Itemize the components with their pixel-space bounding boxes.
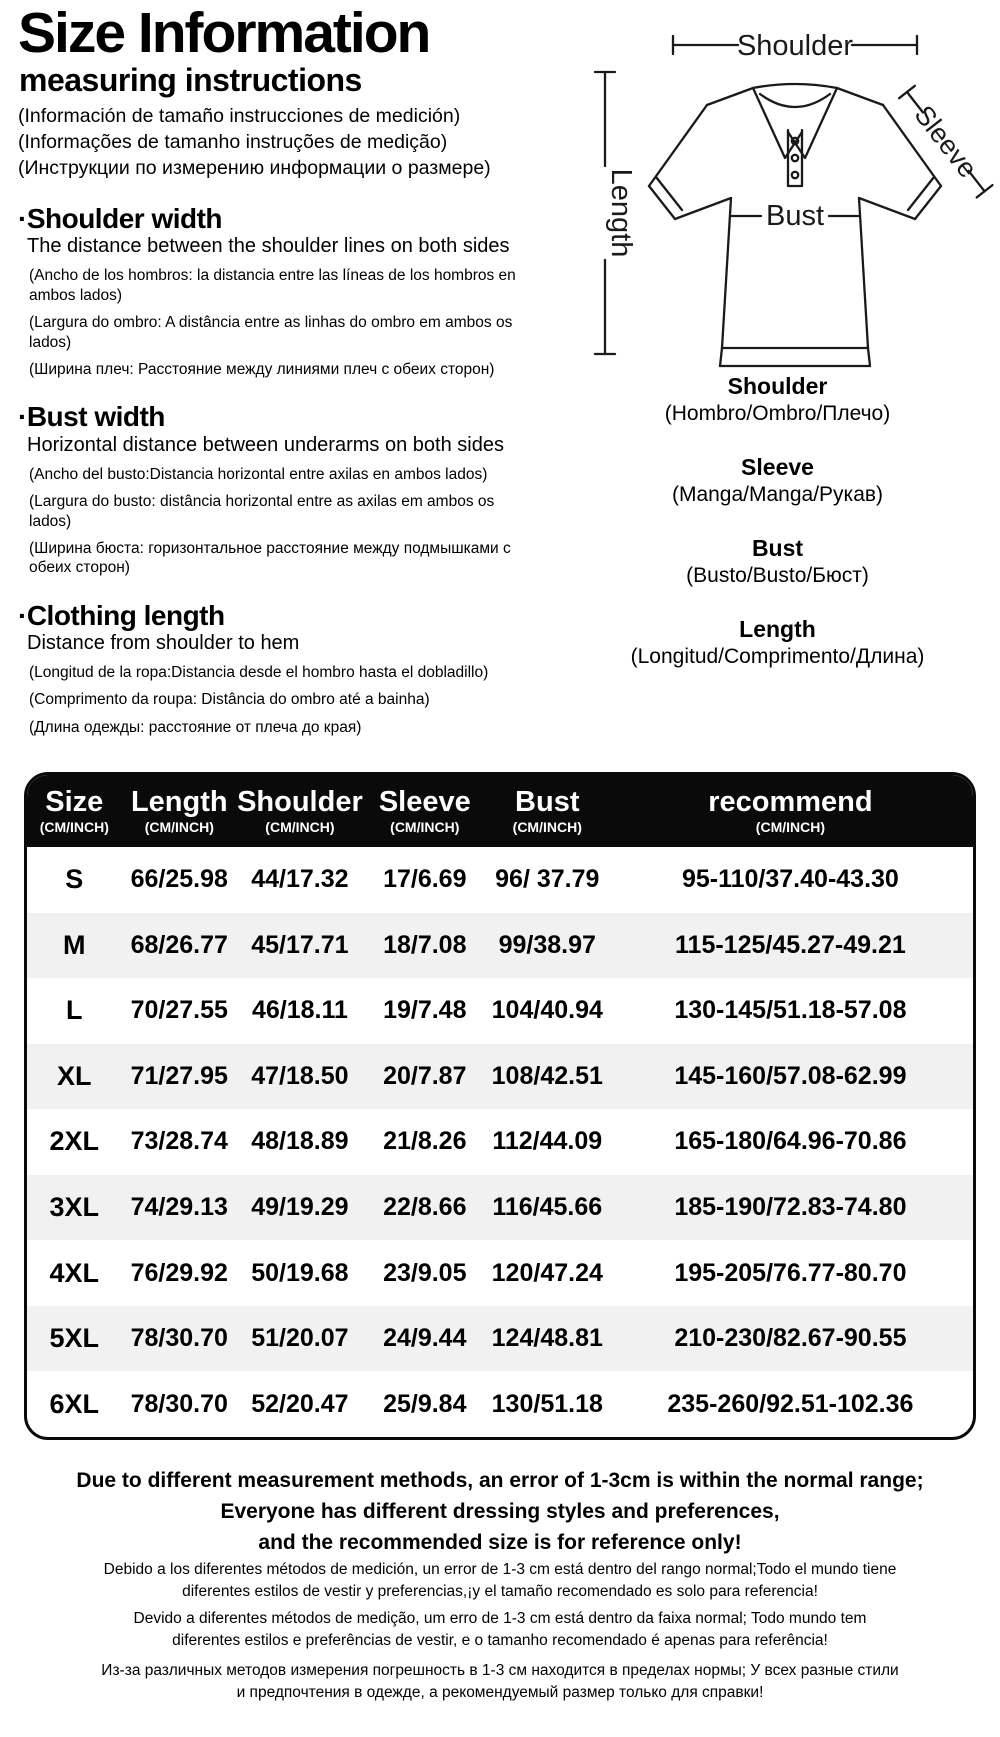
legend-item-sleeve — [555, 453, 1000, 507]
section-description: Distance from shoulder to hem — [27, 632, 300, 655]
column-unit: (CM/INCH) — [39, 819, 109, 836]
section-title: ·Shoulder width — [18, 203, 223, 235]
note-english — [30, 1466, 970, 1559]
legend-item-length — [555, 615, 1000, 669]
polo-shirt-outline — [649, 84, 941, 366]
size-table-container — [24, 772, 976, 1440]
table-cell: 44/17.32 — [251, 865, 349, 894]
table-cell: 45/17.71 — [251, 930, 349, 959]
sleeve-diagram-label: Sleeve — [908, 99, 984, 184]
table-cell: 73/28.74 — [130, 1127, 228, 1156]
table-row — [27, 1306, 973, 1372]
intro-section — [18, 1, 555, 737]
note-line: diferentes estilos e preferências de vestir, e o tamanho recomendado é apenas para referência! — [172, 1632, 828, 1649]
column-header-recommend — [608, 775, 973, 847]
subtitle-translations — [18, 103, 555, 181]
table-cell: 68/26.77 — [130, 930, 228, 959]
length-measure-marker — [595, 72, 637, 354]
table-cell: 50/19.68 — [251, 1258, 349, 1287]
legend-translations: (Busto/Busto/Бюст) — [686, 563, 869, 587]
table-cell: L — [66, 995, 83, 1026]
table-cell: 99/38.97 — [498, 930, 596, 959]
measurement-legend — [555, 372, 1000, 696]
section-title: ·Bust width — [18, 401, 165, 433]
table-cell: 145-160/57.08-62.99 — [674, 1061, 907, 1090]
note-line: Due to different measurement methods, an error of 1-3cm is within the normal range; — [76, 1469, 924, 1492]
legend-term: Shoulder — [727, 373, 828, 399]
table-cell: 46/18.11 — [251, 996, 348, 1025]
table-cell: 96/ 37.79 — [495, 865, 600, 894]
legend-translations: (Longitud/Comprimento/Длина) — [630, 644, 925, 668]
legend-translations: (Manga/Manga/Рукав) — [671, 482, 884, 506]
column-label: Length — [130, 786, 228, 819]
legend-term: Bust — [751, 534, 804, 561]
length-diagram-label: Length — [605, 168, 637, 258]
table-cell: 130/51.18 — [491, 1389, 603, 1418]
legend-translations: (Hombro/Ombro/Плечо) — [664, 401, 891, 425]
section-title: ·Clothing length — [18, 599, 225, 631]
table-cell: 5XL — [49, 1323, 100, 1354]
subtitle-translation-ru: (Инструкции по измерению информации о размере) — [18, 156, 491, 179]
column-header-length — [122, 775, 237, 847]
table-cell: 115-125/45.27-49.21 — [675, 930, 906, 959]
measurement-diagram — [555, 8, 1000, 668]
table-cell: 2XL — [49, 1126, 100, 1157]
table-cell: 3XL — [49, 1192, 100, 1222]
column-header-bust — [487, 775, 608, 847]
table-cell: 104/40.94 — [491, 996, 603, 1025]
table-cell: 21/8.26 — [383, 1127, 467, 1156]
table-row — [27, 978, 973, 1044]
note-russian — [30, 1660, 970, 1704]
table-cell: 165-180/64.96-70.86 — [674, 1127, 907, 1156]
table-cell: 25/9.84 — [383, 1389, 467, 1418]
section-description: The distance between the shoulder lines on both sides — [27, 235, 510, 258]
column-unit: (CM/INCH) — [265, 819, 335, 836]
table-cell: 66/25.98 — [130, 865, 228, 894]
table-cell: 95-110/37.40-43.30 — [681, 865, 899, 894]
table-cell: 6XL — [49, 1388, 100, 1419]
table-cell: 195-205/76.77-80.70 — [674, 1258, 907, 1287]
table-cell: 108/42.51 — [491, 1061, 603, 1090]
column-unit: (CM/INCH) — [512, 819, 582, 836]
section-bust-width — [18, 402, 555, 577]
section-translation-es: (Longitud de la ropa:Distancia desde el hombro hasta el dobladillo) — [29, 664, 489, 682]
section-translation-pt: (Largura do ombro: A distância entre as linhas do ombro em ambos os lados) — [29, 314, 513, 351]
note-line: Debido a los diferentes métodos de medición, un error de 1-3 cm está dentro del rango normal;Todo el mundo tiene — [103, 1561, 897, 1578]
note-line: diferentes estilos de vestir y preferencias,¡y el tamaño recomendado es solo para referencia! — [182, 1583, 818, 1600]
note-line: Everyone has different dressing styles and preferences, — [220, 1499, 780, 1523]
table-cell: 120/47.24 — [491, 1258, 603, 1287]
table-cell: 210-230/82.67-90.55 — [674, 1324, 907, 1353]
table-cell: 4XL — [49, 1257, 100, 1288]
legend-term: Sleeve — [741, 453, 814, 480]
table-row — [27, 1044, 973, 1110]
table-cell: 78/30.70 — [130, 1389, 228, 1418]
table-cell: 24/9.44 — [383, 1324, 467, 1353]
note-line: Из-за различных методов измерения погрешность в 1-3 см находится в пределах нормы; У всех разные стили — [101, 1662, 899, 1679]
section-translation-es: (Ancho de los hombros: la distancia entre las líneas de los hombros en ambos lados) — [29, 267, 516, 304]
table-cell: 19/7.48 — [383, 996, 467, 1025]
column-label: Shoulder — [237, 786, 363, 819]
table-cell: 49/19.29 — [251, 1193, 349, 1221]
table-row — [27, 1240, 973, 1306]
subtitle-translation-pt: (Informações de tamanho instruções de medição) — [18, 130, 448, 153]
note-line: и предпочтения в одежде, а рекомендуемый размер только для справки! — [236, 1684, 764, 1701]
table-cell: S — [65, 864, 84, 895]
table-cell: 130-145/51.18-57.08 — [674, 996, 907, 1025]
table-cell: 112/44.09 — [492, 1127, 603, 1156]
table-cell: 52/20.47 — [251, 1389, 349, 1418]
table-row — [27, 1109, 973, 1175]
table-cell: 18/7.08 — [383, 930, 467, 959]
table-cell: 116/45.66 — [492, 1193, 603, 1221]
legend-item-shoulder — [555, 372, 1000, 426]
table-cell: 48/18.89 — [251, 1127, 349, 1156]
column-label: recommend — [708, 786, 873, 819]
column-label: Bust — [515, 786, 580, 819]
table-cell: 70/27.55 — [130, 996, 228, 1025]
table-row — [27, 1175, 973, 1241]
note-portuguese — [30, 1608, 970, 1652]
section-shoulder-width — [18, 204, 555, 379]
table-cell: 185-190/72.83-74.80 — [674, 1193, 907, 1221]
table-row — [27, 1371, 973, 1437]
table-cell: 74/29.13 — [130, 1193, 228, 1221]
shoulder-measure-marker — [673, 30, 917, 62]
note-line: and the recommended size is for reference only! — [258, 1530, 742, 1554]
bust-diagram-label: Bust — [765, 200, 825, 232]
table-row — [27, 913, 973, 979]
note-line: Devido a diferentes métodos de medição, um erro de 1-3 cm está dentro da faixa normal; Todo mundo tem — [133, 1610, 867, 1627]
legend-item-bust — [555, 534, 1000, 588]
table-cell: XL — [57, 1060, 92, 1091]
table-cell: 71/27.95 — [130, 1061, 228, 1090]
page-title: Size Information — [18, 1, 430, 65]
page-subtitle: measuring instructions — [19, 62, 362, 99]
table-cell: 22/8.66 — [383, 1193, 467, 1221]
table-cell: 47/18.50 — [251, 1061, 349, 1090]
column-unit: (CM/INCH) — [390, 819, 460, 836]
polo-shirt-diagram — [555, 8, 1000, 376]
section-description: Horizontal distance between underarms on both sides — [27, 433, 504, 456]
table-cell: 17/6.69 — [383, 865, 467, 894]
table-cell: 76/29.92 — [130, 1258, 228, 1287]
column-unit: (CM/INCH) — [755, 819, 826, 836]
column-unit: (CM/INCH) — [144, 819, 214, 836]
note-spanish — [30, 1559, 970, 1603]
shoulder-diagram-label: Shoulder — [736, 30, 854, 62]
table-cell: 124/48.81 — [491, 1324, 603, 1353]
section-translation-pt: (Largura do busto: distância horizontal entre as axilas em ambos os lados) — [29, 493, 495, 530]
table-cell: 78/30.70 — [130, 1324, 228, 1353]
table-cell: 20/7.87 — [383, 1061, 467, 1090]
section-translation-es: (Ancho del busto:Distancia horizontal entre axilas en ambos lados) — [29, 465, 488, 483]
table-cell: 23/9.05 — [383, 1258, 467, 1287]
section-translation-ru: (Ширина плеч: Расстояние между линиями плеч с обеих сторон) — [29, 360, 495, 378]
column-label: Sleeve — [378, 786, 471, 819]
section-clothing-length — [18, 601, 555, 738]
table-header-row — [27, 775, 973, 847]
table-cell: 235-260/92.51-102.36 — [667, 1389, 914, 1418]
column-label: Size — [45, 786, 104, 819]
size-table — [27, 775, 973, 1437]
column-header-size — [27, 775, 122, 847]
subtitle-translation-es: (Información de tamaño instrucciones de medición) — [18, 104, 461, 127]
section-translation-ru: (Ширина бюста: горизонтальное расстояние между подмышками с обеих сторон) — [29, 539, 511, 577]
table-cell: M — [63, 929, 86, 960]
table-cell: 51/20.07 — [251, 1324, 349, 1353]
section-translation-ru: (Длина одежды: расстояние от плеча до края) — [29, 718, 362, 736]
section-translation-pt: (Comprimento da roupa: Distância do ombro até a bainha) — [29, 691, 430, 709]
column-header-sleeve — [363, 775, 487, 847]
legend-term: Length — [739, 615, 816, 642]
table-row — [27, 847, 973, 913]
column-header-shoulder — [237, 775, 363, 847]
